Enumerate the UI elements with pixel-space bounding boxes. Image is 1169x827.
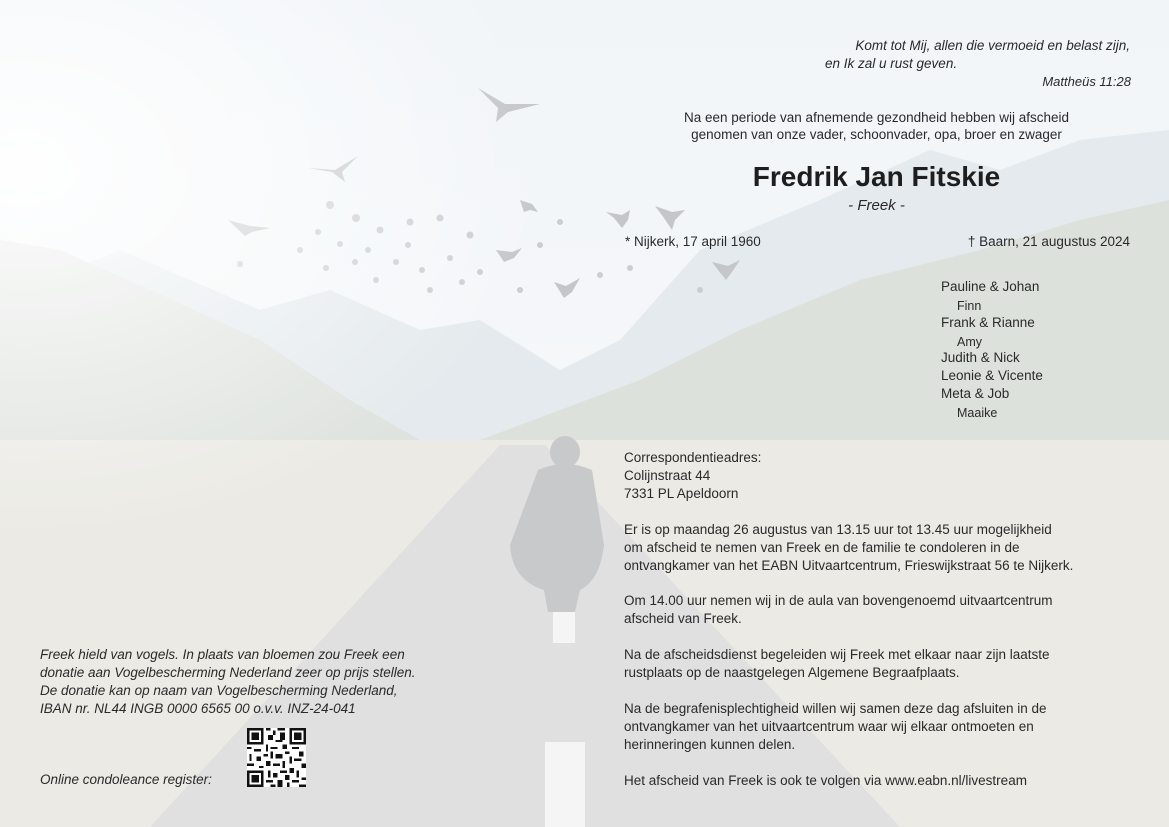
birth-info: * Nijkerk, 17 april 1960 (625, 234, 761, 249)
service-paragraph (624, 646, 1134, 682)
deceased-nickname: - Freek - (848, 197, 905, 214)
service-paragraph (624, 521, 1134, 575)
paragraph-line: Na de afscheidsdienst begeleiden wij Freek met elkaar naar zijn laatste (624, 647, 1050, 662)
intro-line-2: genomen van onze vader, schoonvader, opa, broer en zwager (691, 127, 1062, 142)
service-paragraph (624, 592, 1134, 628)
family-names: Meta & Job (941, 386, 1010, 401)
condolence-label: Online condoleance register: (40, 772, 212, 787)
paragraph-line: ontvangkamer van het uitvaartcentrum waar wij elkaar ontmoeten en (624, 719, 1034, 734)
verse-reference: Mattheüs 11:28 (1042, 74, 1131, 89)
donation-line-1: Freek hield van vogels. In plaats van bloemen zou Freek een (40, 647, 405, 662)
donation-line-2: donatie aan Vogelbescherming Nederland zeer op prijs stellen. (40, 665, 416, 680)
paragraph-line: Het afscheid van Freek is ook te volgen via www.eabn.nl/livestream (624, 773, 1027, 788)
correspondence-label: Correspondentieadres: (624, 450, 762, 465)
family-names: Pauline & Johan (941, 279, 1040, 294)
paragraph-line: ontvangkamer van het EABN Uitvaartcentrum, Frieswijkstraat 56 te Nijkerk. (624, 558, 1074, 573)
family-children: Amy (957, 335, 982, 349)
family-children: Finn (957, 299, 982, 313)
paragraph-line: om afscheid te nemen van Freek en de familie te condoleren in de (624, 540, 1020, 555)
donation-line-3: De donatie kan op naam van Vogelbescherming Nederland, (40, 683, 398, 698)
paragraph-line: Na de begrafenisplechtigheid willen wij samen deze dag afsluiten in de (624, 701, 1047, 716)
family-children: Maaike (957, 406, 998, 420)
correspondence-city: 7331 PL Apeldoorn (624, 486, 739, 501)
qr-code-icon[interactable] (247, 727, 306, 788)
verse-line-2: en Ik zal u rust geven. (825, 56, 958, 71)
service-paragraph (624, 700, 1134, 754)
paragraph-line: herinneringen kunnen delen. (624, 737, 796, 752)
deceased-name: Fredrik Jan Fitskie (752, 161, 1001, 192)
family-names: Judith & Nick (941, 350, 1020, 365)
death-info: † Baarn, 21 augustus 2024 (967, 234, 1130, 249)
family-names: Frank & Rianne (941, 315, 1035, 330)
donation-line-4: IBAN nr. NL44 INGB 0000 6565 00 o.v.v. INZ-24-041 (40, 701, 356, 716)
paragraph-line: afscheid van Freek. (624, 611, 742, 626)
paragraph-line: rustplaats op de naastgelegen Algemene Begraafplaats. (624, 665, 960, 680)
paragraph-line: Er is op maandag 26 augustus van 13.15 uur tot 13.45 uur mogelijkheid (624, 522, 1052, 537)
verse-line-1: Komt tot Mij, allen die vermoeid en belast zijn, (855, 38, 1130, 53)
intro-line-1: Na een periode van afnemende gezondheid hebben wij afscheid (683, 110, 1070, 125)
livestream-paragraph (624, 772, 1134, 790)
correspondence-street: Colijnstraat 44 (624, 468, 711, 483)
family-names: Leonie & Vicente (941, 368, 1043, 383)
paragraph-line: Om 14.00 uur nemen wij in de aula van bovengenoemd uitvaartcentrum (624, 593, 1053, 608)
